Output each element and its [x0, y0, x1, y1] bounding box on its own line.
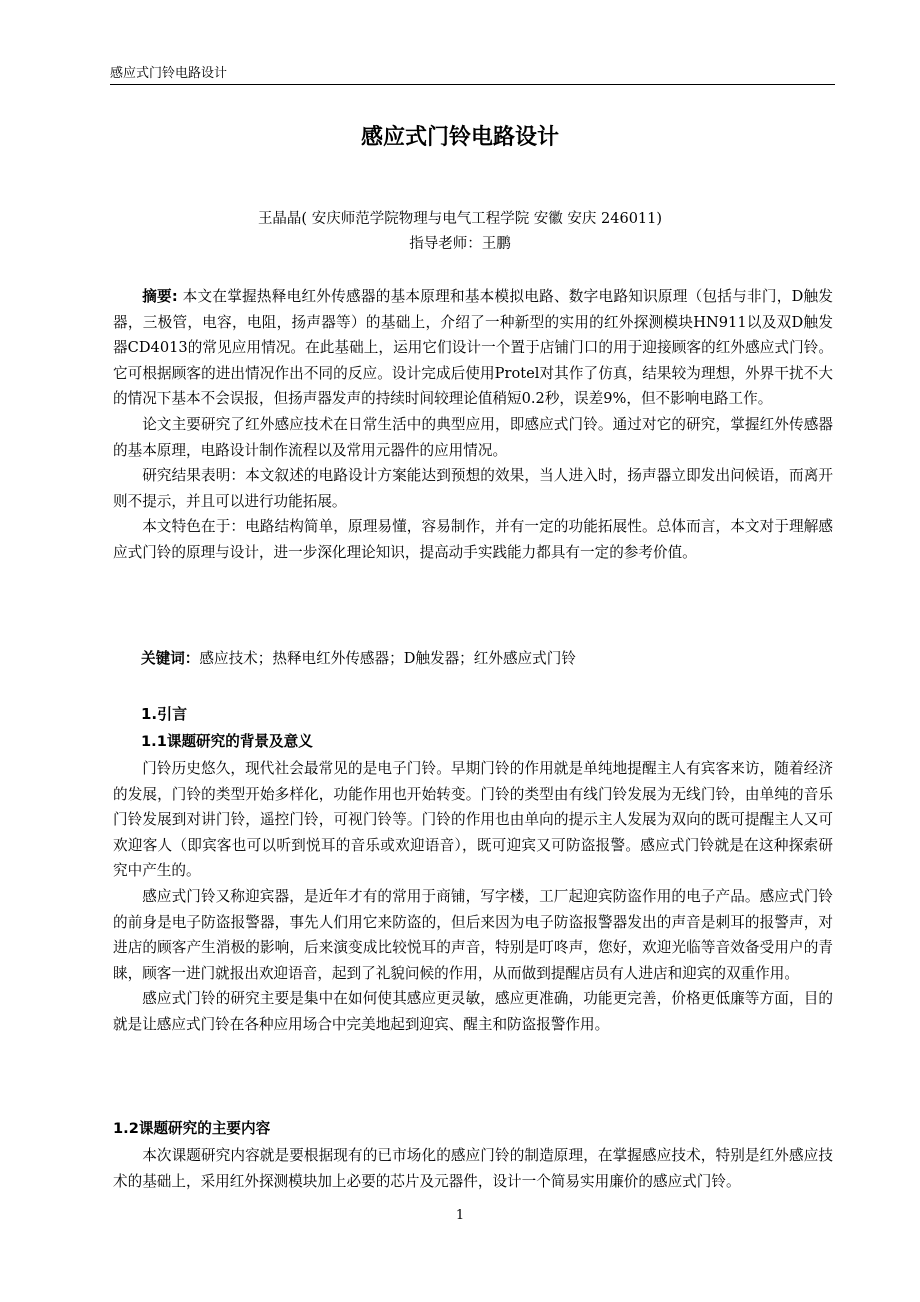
background-section-body [113, 756, 833, 1038]
paper-title: 感应式门铃电路设计 [360, 125, 559, 150]
keywords-label: 关键词： [141, 650, 200, 667]
abstract-label: 摘要: [142, 288, 178, 305]
keywords-line [141, 647, 576, 668]
keywords-text: 感应技术；热释电红外传感器；D触发器；红外感应式门铃 [199, 650, 576, 667]
author-affiliation: 王晶晶( 安庆师范学院物理与电气工程学院 安徽 安庆 246011) [257, 211, 663, 227]
body-paragraph: 感应式门铃又称迎宾器，是近年才有的常用于商铺，写字楼，工厂起迎宾防盗作用的电子产品。感应式门铃的前身是电子防盗报警器，事先人们用它来防盗的，但后来因为电子防盗报警器发出的声音是刺耳的报警声，对进店的顾客产生消极的影响，后来演变成比较悦耳的声音，特别是叮咚声，您好，欢迎光临等音效备受用户的青睐，顾客一进门就报出欢迎语音，起到了礼貌问候的作用，从而做到提醒店员有人进店和迎宾的双重作用。 [113, 887, 833, 982]
body-paragraph: 感应式门铃的研究主要是集中在如何使其感应更灵敏，感应更准确，功能更完善，价格更低廉等方面，目的就是让感应式门铃在各种应用场合中完美地起到迎宾、醒主和防盗报警作用。 [113, 990, 833, 1033]
main-content-section-body [113, 1143, 833, 1194]
body-paragraph: 本次课题研究内容就是要根据现有的已市场化的感应门铃的制造原理，在掌握感应技术，特别是红外感应技术的基础上，采用红外探测模块加上必要的芯片及元器件，设计一个简易实用廉价的感应式门铃。 [113, 1147, 833, 1190]
abstract-text: 本文在掌握热释电红外传感器的基本原理和基本模拟电路、数字电路知识原理（包括与非门，D触发器，三极管，电容，电阻，扬声器等）的基础上，介绍了一种新型的实用的红外探测模块HN911以及双D触发器CD4013的常见应用情况。在此基础上，运用它们设计一个置于店铺门口的用于迎接顾客的红外感应式门铃。它可根据顾客的进出情况作出不同的反应。设计完成后使用Protel对其作了仿真，结果较为理想，外界干扰不大的情况下基本不会误报，但扬声器发声的持续时间较理论值稍短0.2秒，误差9%，但不影响电路工作。 [113, 288, 833, 408]
subsection-heading-background: 1.1课题研究的背景及意义 [141, 733, 313, 750]
subsection-heading-main-content: 1.2课题研究的主要内容 [113, 1120, 271, 1137]
abstract-section [113, 284, 833, 566]
abstract-paragraph: 研究结果表明：本文叙述的电路设计方案能达到预想的效果，当人进入时，扬声器立即发出问候语，而离开则不提示，并且可以进行功能拓展。 [113, 467, 833, 510]
section-heading-introduction: 1.引言 [141, 705, 188, 723]
abstract-paragraph: 本文特色在于：电路结构简单，原理易懂，容易制作，并有一定的功能拓展性。总体而言，本文对于理解感应式门铃的原理与设计，进一步深化理论知识，提高动手实践能力都具有一定的参考价值。 [113, 518, 833, 561]
running-header: 感应式门铃电路设计 [110, 66, 228, 81]
body-paragraph: 门铃历史悠久，现代社会最常见的是电子门铃。早期门铃的作用就是单纯地提醒主人有宾客来访，随着经济的发展，门铃的类型开始多样化，功能作用也开始转变。门铃的类型由有线门铃发展为无线门铃，由单纯的音乐门铃发展到对讲门铃，遥控门铃，可视门铃等。门铃的作用也由单向的提示主人发展为双向的既可提醒主人又可欢迎客人（即宾客也可以听到悦耳的音乐或欢迎语音），既可迎宾又可防盗报警。感应式门铃就是在这种探索研究中产生的。 [113, 760, 833, 880]
advisor-line: 指导老师：王鹏 [409, 236, 511, 252]
header-rule [110, 84, 835, 85]
page-number: 1 [455, 1208, 465, 1223]
abstract-paragraph: 论文主要研究了红外感应技术在日常生活中的典型应用，即感应式门铃。通过对它的研究，掌握红外传感器的基本原理，电路设计制作流程以及常用元器件的应用情况。 [113, 415, 833, 459]
abstract-paragraph [113, 284, 833, 412]
